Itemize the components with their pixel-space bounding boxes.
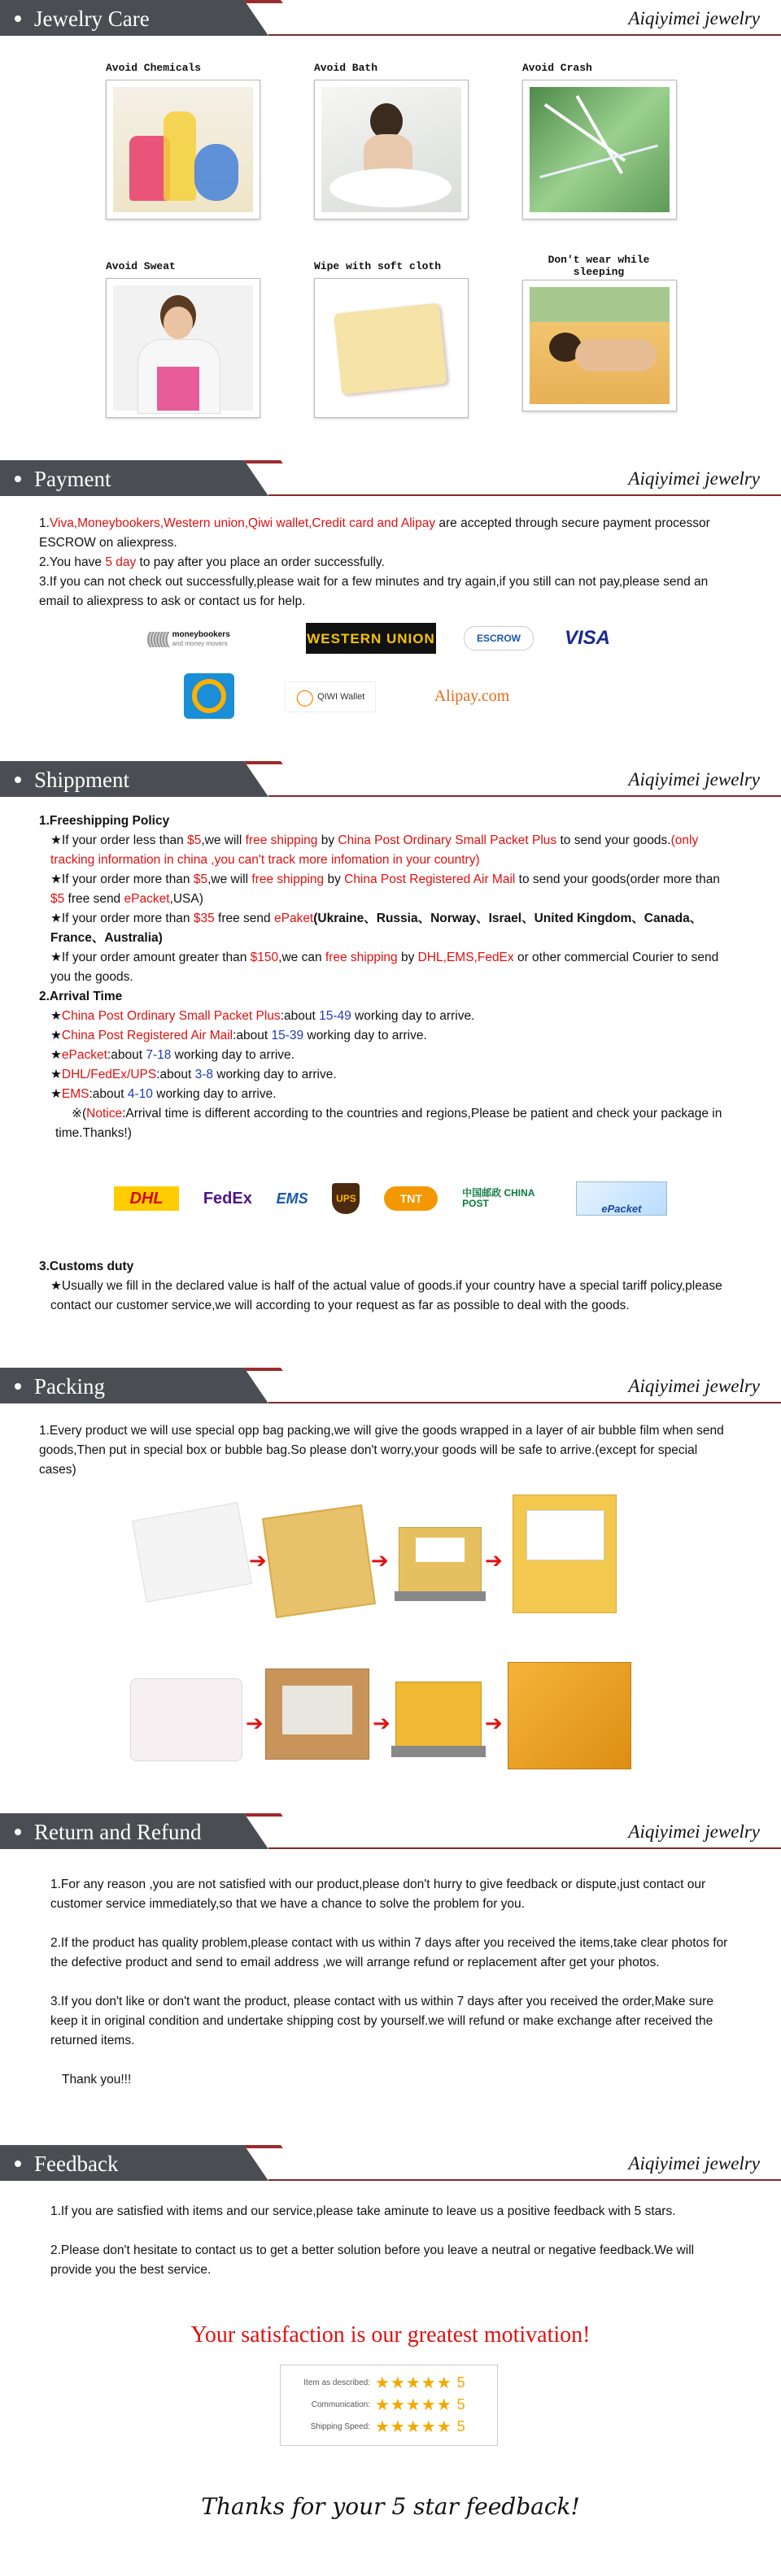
visa-logo: VISA xyxy=(564,627,610,649)
care-tile: Wipe with soft cloth xyxy=(314,260,467,272)
taped-package-image xyxy=(508,1662,631,1769)
care-tile: Avoid Chemicals xyxy=(106,62,259,74)
payment-point: 3.If you can not check out successfully,please wait for a few minutes and try again,if you still can not pay,please send an email to aliexpress to ask or contact us for help. xyxy=(39,575,709,608)
ems-logo: EMS xyxy=(276,1190,308,1207)
carrier-logos xyxy=(114,1181,667,1216)
bubble-bag-image xyxy=(262,1504,376,1618)
escrow-logo: ESCROW xyxy=(464,626,534,651)
customs-duty: 3.Customs duty ★Usually we fill in the declared value is half of the actual value of goods.if your country have a special tariff policy,please contact our customer service,we will according to your request as far as possible to deal with the goods. xyxy=(39,1260,722,1312)
brand-name: Aiqiyimei jewelry xyxy=(628,1821,760,1842)
payment-point: 2.You have 5 day to pay after you place an order successfully. xyxy=(39,555,385,569)
wrapped-box-scale-image xyxy=(395,1682,482,1748)
opp-bag-jewelry-image xyxy=(130,1678,242,1761)
brand-name: Aiqiyimei jewelry xyxy=(628,468,760,489)
fedex-logo: FedEx xyxy=(203,1189,252,1208)
payment-section xyxy=(0,460,781,707)
feedback-text: 1.If you are satisfied with items and our service,please take aminute to leave us a positive feedback with 5 stars. 2.Please don't hesitate to contact us to get a better solution before you leave a neutral or negative feedback.We will provide you the best service. xyxy=(50,2204,695,2277)
rating-card xyxy=(280,2365,498,2446)
star-icons: ★★★★★ xyxy=(375,2396,452,2414)
closing-thanks: Thanks for your 5 star feedback! xyxy=(201,2493,580,2520)
arrival-item: ★EMS:about 4-10 working day to arrive. xyxy=(50,1087,277,1101)
arrow-icon: ➔ xyxy=(371,1548,389,1573)
epacket-logo: ePacket xyxy=(576,1181,667,1216)
tnt-logo: TNT xyxy=(384,1186,438,1211)
policy-item: ★If your order more than $35 free send ePaket(Ukraine、Russia、Norway、Israel、United Kingdom、Canada、France、Australia) xyxy=(50,912,703,945)
brand-name: Aiqiyimei jewelry xyxy=(628,2153,760,2174)
rating-row: Shipping Speed: ★★★★★ 5 xyxy=(310,2418,465,2436)
shippment-section xyxy=(0,761,781,1312)
star-icons: ★★★★★ xyxy=(375,2374,452,2392)
section-header xyxy=(0,0,781,36)
brand-name: Aiqiyimei jewelry xyxy=(628,8,760,28)
china-post-logo: 中国邮政 CHINA POST xyxy=(462,1187,534,1209)
return-text: 1.For any reason ,you are not satisfied with our product,please don't hurry to give feedback or dispute,just contact our customer service immediately,so that we have a chance to solve the problem for you. 2.If the product has quality problem,please contact with us within 7 days after you received the items,take clear photos for the defective product and send to email address ,we will arrange refund or replacement after get your photos. 3.If you don't like or don't want the product, please contact with us within 7 days after you received the order,Make sure keep it in original condition and undertake shipping cost by yourself.we will refund or make exchange after received the returned items. Thank you!!! xyxy=(50,1878,728,2086)
section-header xyxy=(0,761,781,797)
arrow-icon: ➔ xyxy=(485,1711,503,1735)
return-refund-section xyxy=(0,1813,781,2086)
opp-bag-image xyxy=(132,1502,252,1602)
moneybookers-logo: ((((((( moneybookers and money movers xyxy=(146,629,230,648)
shipping-policy: 1.Freeshipping Policy ★If your order less than $5,we will free shipping by China Post Ordinary Small Packet Plus to send your goods.(only tracking information in china ,you can't track more infomation in your country) ★If your order more than $5,we will free shipping by China Post Registered Air Mail to send your goods(order more than $5 free send ePacket,USA) ★If your order more than $35 free send ePaket(Ukraine、Russia、Norway、Israel、United Kingdom、Canada、France、Australia) ★If your order amount greater than $150,we can free shipping by DHL,EMS,FedEx or other commercial Courier to send you the goods. 2.Arrival Time ★China Post Ordinary Small Packet Plus:about 15-49 working day to arrive. ★China Post Registered Air Mail:about 15-39 working day to arrive. ★ePacket:about 7-18 working day to arrive. ★DHL/FedEx/UPS:about 3-8 working day to arrive. ★EMS:about 4-10 working day to arrive. ※(Notice:Arrival time is different according to the countries and regions,Please be patient and check your package in time.Thanks!) xyxy=(39,812,731,1143)
labeled-package-image xyxy=(513,1495,617,1613)
alipay-logo: Alipay.com xyxy=(434,686,510,705)
section-title: Payment xyxy=(15,467,111,492)
satisfaction-slogan: Your satisfaction is our greatest motivation! xyxy=(190,2322,591,2348)
box-packing-image xyxy=(265,1669,369,1760)
arrow-icon: ➔ xyxy=(373,1711,390,1735)
care-tile: Avoid Crash xyxy=(522,62,675,74)
care-tile: Avoid Bath xyxy=(314,62,467,74)
arrow-icon: ➔ xyxy=(246,1711,264,1735)
section-title: Return and Refund xyxy=(15,1820,201,1845)
payment-point: 1.Viva,Moneybookers,Western union,Qiwi wallet,Credit card and Alipay are accepted through secure payment processor ESCROW on aliexpress. xyxy=(39,516,710,550)
care-tile: Don't wear while sleeping xyxy=(522,254,675,278)
brand-name: Aiqiyimei jewelry xyxy=(628,1376,760,1396)
western-union-logo: WESTERN UNION xyxy=(306,623,436,654)
arrival-item: ★China Post Registered Air Mail:about 15-39 working day to arrive. xyxy=(50,1029,427,1042)
section-title: Shippment xyxy=(15,768,129,793)
section-header xyxy=(0,1368,781,1403)
payment-text xyxy=(39,514,731,611)
ups-logo: UPS xyxy=(332,1183,360,1214)
rating-row: Item as described: ★★★★★ 5 xyxy=(303,2374,465,2392)
policy-item: ★If your order amount greater than $150,we can free shipping by DHL,EMS,FedEx or other commercial Courier to send you the goods. xyxy=(50,951,719,984)
section-title: Jewelry Care xyxy=(15,7,150,32)
packing-section xyxy=(0,1368,781,1735)
arrow-icon: ➔ xyxy=(485,1548,503,1573)
qiwi-q-logo xyxy=(184,673,234,719)
section-title: Feedback xyxy=(15,2152,118,2177)
star-icons: ★★★★★ xyxy=(375,2418,452,2436)
section-title: Packing xyxy=(15,1374,105,1399)
arrival-item: ★China Post Ordinary Small Packet Plus:about 15-49 working day to arrive. xyxy=(50,1009,475,1023)
feedback-section xyxy=(0,2145,781,2520)
jewelry-care-section xyxy=(0,0,781,278)
section-header xyxy=(0,1813,781,1849)
section-header xyxy=(0,460,781,496)
policy-item: ★If your order more than $5,we will free shipping by China Post Registered Air Mail to send your goods(order more than $5 free send ePacket,USA) xyxy=(50,872,720,906)
package-on-scale-image xyxy=(399,1527,482,1594)
arrow-icon: ➔ xyxy=(249,1548,267,1573)
section-header xyxy=(0,2145,781,2181)
arrival-notice: ※(Notice:Arrival time is different according to the countries and regions,Please be patient and check your package in time.Thanks!) xyxy=(55,1107,722,1140)
arrival-item: ★DHL/FedEx/UPS:about 3-8 working day to arrive. xyxy=(50,1068,337,1081)
care-tile: Avoid Sweat xyxy=(106,260,259,272)
arrival-item: ★ePacket:about 7-18 working day to arrive. xyxy=(50,1048,295,1062)
rating-row: Communication: ★★★★★ 5 xyxy=(311,2396,465,2414)
dhl-logo: DHL xyxy=(114,1186,179,1211)
qiwi-wallet-logo: ◯ QIWI Wallet xyxy=(285,681,376,712)
packing-text: 1.Every product we will use special opp bag packing,we will give the goods wrapped in a layer of air bubble film when send goods,Then put in special box or bubble bag.So please don't worry,your goods will be safe to arrive.(except for special cases) xyxy=(39,1424,724,1477)
brand-name: Aiqiyimei jewelry xyxy=(628,769,760,790)
policy-item: ★If your order less than $5,we will free shipping by China Post Ordinary Small Packet Plus to send your goods.(only tracking information in china ,you can't track more infomation in your country) xyxy=(50,833,699,867)
